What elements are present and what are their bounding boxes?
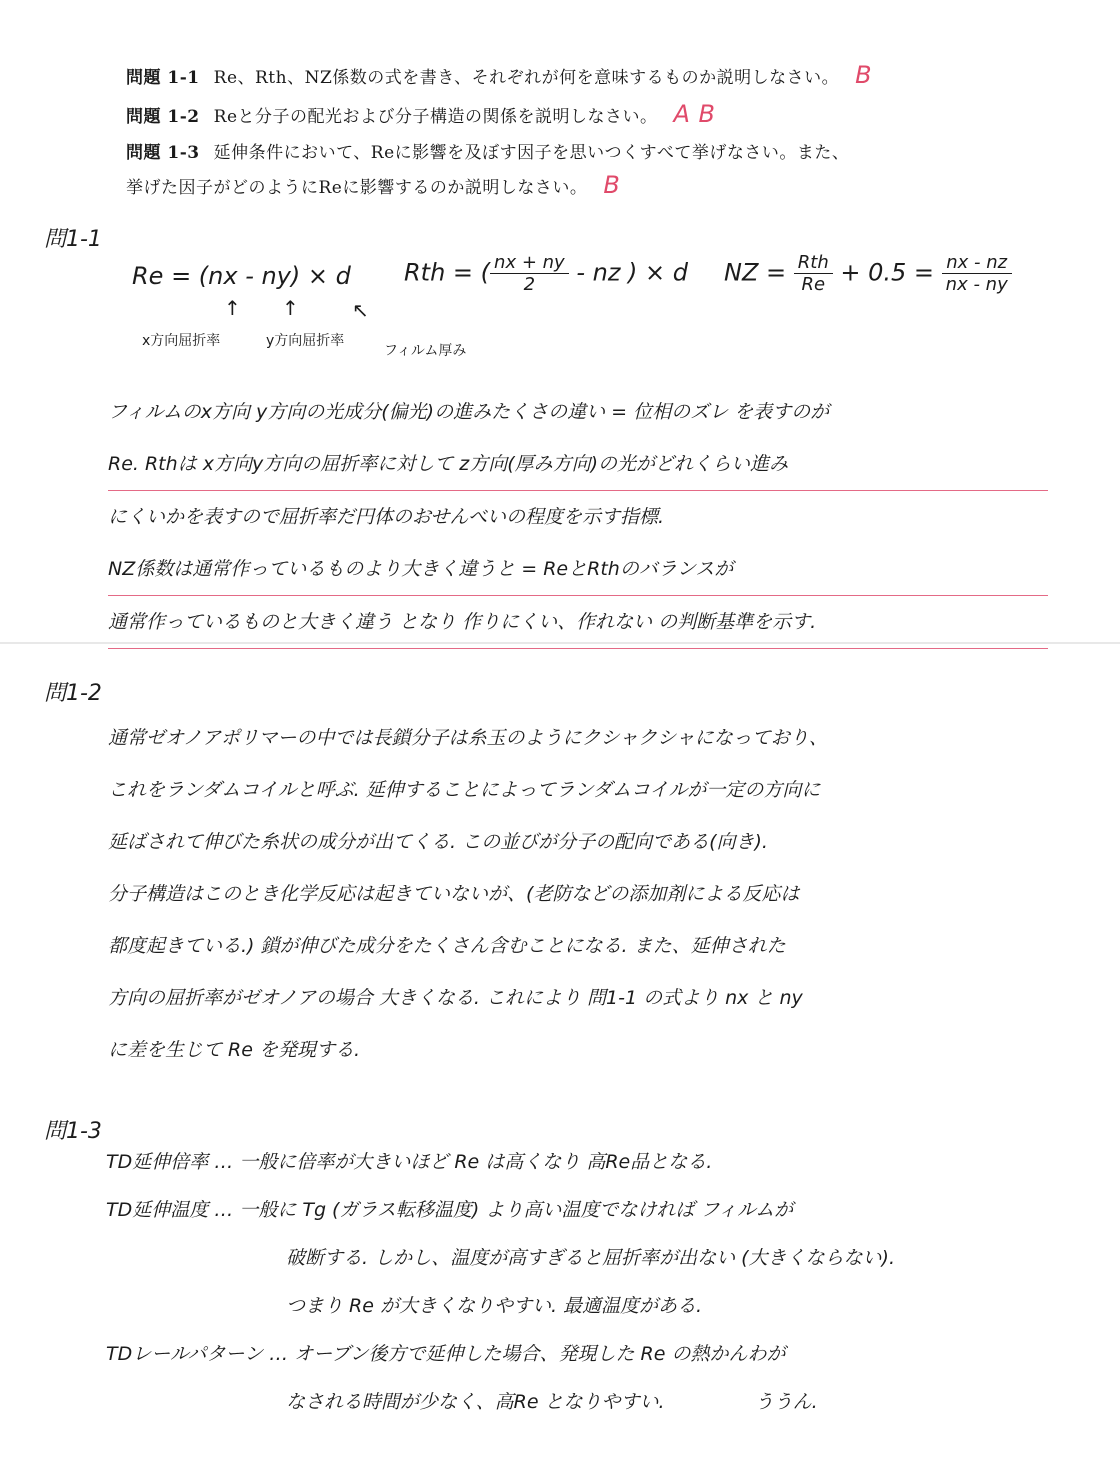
formula-re: Re = (nx - ny) × d bbox=[132, 262, 351, 290]
item-line: つまり Re が大きくなりやすい. 最適温度がある. bbox=[286, 1295, 703, 1317]
text-line: 延ばされて伸びた糸状の成分が出てくる. この並びが分子の配向である(向き). bbox=[108, 831, 768, 853]
item-line: なされる時間が少なく、高Re となりやすい. ううん. bbox=[286, 1391, 818, 1413]
answer-heading-1-1: 問1-1 bbox=[44, 227, 102, 252]
question-text: Reと分子の配光および分子構造の関係を説明しなさい。 bbox=[213, 107, 658, 127]
grade-mark: B bbox=[603, 171, 621, 199]
formula-block bbox=[132, 252, 1012, 362]
question-1-1 bbox=[126, 61, 1026, 89]
text-line: にくいかを表すので屈折率だ円体のおせんべいの程度を示す指標. bbox=[108, 506, 665, 528]
formula-nz: NZ = $\frac{\text{Rth}}{Re}$ + 0.5 = $\frac{nx - nz}{nx - ny}$ bbox=[724, 252, 1012, 295]
text-line: 分子構造はこのとき化学反応は起きていないが、(老防などの添加剤による反応は bbox=[108, 883, 800, 905]
text-line: フィルムのx方向 y方向の光成分(偏光)の進みたくさの違い = 位相のズレ を表すのが bbox=[108, 401, 830, 423]
question-list bbox=[126, 61, 1026, 213]
annotation-nx: x方向屈折率 bbox=[142, 333, 221, 349]
answer-heading-1-2: 問1-2 bbox=[44, 681, 102, 706]
text-line: これをランダムコイルと呼ぶ. 延伸することによってランダムコイルが一定の方向に bbox=[108, 779, 821, 801]
question-1-3 bbox=[126, 142, 1026, 199]
question-number: 問題 1-1 bbox=[126, 68, 200, 88]
item-line: TD延伸倍率 … 一般に倍率が大きいほど Re は高くなり 高Re品となる. bbox=[106, 1151, 713, 1173]
curved-arrow-icon: ↖ bbox=[352, 298, 369, 322]
answer-heading-1-3: 問1-3 bbox=[44, 1119, 102, 1144]
text-line: 通常ゼオノアポリマーの中では長鎖分子は糸玉のようにクシャクシャになっており、 bbox=[108, 727, 828, 749]
fold-line bbox=[0, 642, 1120, 644]
text-line: NZ係数は通常作っているものより大きく違うと = ReとRthのバランスが bbox=[108, 543, 1048, 596]
fraction: $\frac{nx + ny}{2}$ bbox=[490, 252, 569, 295]
answer-1-3-body bbox=[106, 1138, 1056, 1426]
text-line: Re. Rthは x方向y方向の屈折率に対して z方向(厚み方向)の光がどれくらい進み bbox=[108, 438, 1048, 491]
text-line: 通常作っているものと大きく違う となり 作りにくい、作れない の判断基準を示す. bbox=[108, 596, 1048, 649]
text-line: 都度起きている.) 鎖が伸びた成分をたくさん含むことになる. また、延伸された bbox=[108, 935, 786, 957]
text-line: 方向の屈折率がゼオノアの場合 大きくなる. これにより 問1-1 の式より nx と ny bbox=[108, 987, 803, 1009]
question-text-continued: 挙げた因子がどのようにReに影響するのか説明しなさい。 bbox=[126, 178, 588, 198]
annotation-thickness: フィルム厚み bbox=[384, 343, 467, 359]
up-arrow-icon: ↑ bbox=[224, 296, 241, 320]
up-arrow-icon: ↑ bbox=[282, 296, 299, 320]
remark: ううん. bbox=[754, 1391, 818, 1413]
answer-1-1-body bbox=[108, 386, 1048, 649]
item-line: TD延伸温度 … 一般に Tg (ガラス転移温度) より高い温度でなければ フィルムが bbox=[106, 1199, 794, 1221]
fraction: $\frac{\text{Rth}}{Re}$ bbox=[794, 252, 833, 295]
grade-mark: A B bbox=[673, 100, 716, 128]
question-number: 問題 1-3 bbox=[126, 143, 200, 163]
text-line: に差を生じて Re を発現する. bbox=[108, 1039, 361, 1061]
question-number: 問題 1-2 bbox=[126, 107, 200, 127]
item-line: TDレールパターン … オーブン後方で延伸した場合、発現した Re の熱かんわが bbox=[106, 1343, 786, 1365]
annotation-ny: y方向屈折率 bbox=[266, 333, 345, 349]
grade-mark: B bbox=[855, 61, 873, 89]
answer-1-2-body bbox=[108, 712, 1048, 1128]
question-text: Re、Rth、NZ係数の式を書き、それぞれが何を意味するものか説明しなさい。 bbox=[213, 68, 840, 88]
text-line bbox=[108, 1076, 1048, 1128]
formula-rth: Rth = ( $\frac{nx + ny}{2}$ - nz ) × d bbox=[404, 252, 689, 295]
item-line: 破断する. しかし、温度が高すぎると屈折率が出ない (大きくならない). bbox=[286, 1247, 895, 1269]
fraction: $\frac{nx - nz}{nx - ny}$ bbox=[942, 252, 1012, 295]
question-text: 延伸条件において、Reに影響を及ぼす因子を思いつくすべて挙げなさい。また、 bbox=[213, 143, 850, 163]
question-1-2 bbox=[126, 100, 1026, 128]
